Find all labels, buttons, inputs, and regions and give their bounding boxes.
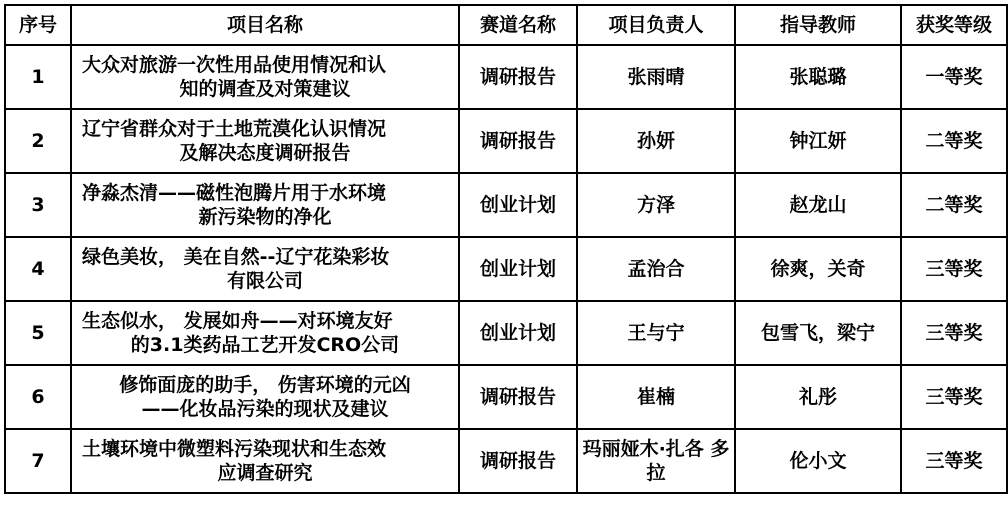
cell-advisor: 徐爽，关奇 <box>735 237 901 301</box>
table-row <box>5 45 1007 109</box>
table-header-row <box>5 5 1007 45</box>
table-row <box>5 237 1007 301</box>
project-name-line-1: 净淼杰清——磁性泡腾片用于水环境 <box>82 181 387 204</box>
leader-line-1: 玛丽娅木·扎各 <box>582 437 704 460</box>
project-name-line-2: 的3.1类药品工艺开发CRO公司 <box>130 334 400 356</box>
column-header-advisor: 指导教师 <box>735 5 901 45</box>
cell-project-name <box>71 109 459 173</box>
column-header-track-name: 赛道名称 <box>459 5 577 45</box>
column-header-award-level: 获奖等级 <box>901 5 1007 45</box>
project-name-line-2: 有限公司 <box>226 270 303 292</box>
cell-track: 调研报告 <box>459 365 577 429</box>
cell-advisor: 赵龙山 <box>735 173 901 237</box>
cell-award-level: 三等奖 <box>901 237 1007 301</box>
table-body <box>5 45 1007 493</box>
table-row <box>5 429 1007 493</box>
project-name-line-1: 生态似水， 发展如舟——对环境友好 <box>82 309 393 332</box>
cell-leader: 孟治合 <box>577 237 735 301</box>
cell-no: 4 <box>5 237 71 301</box>
cell-no: 5 <box>5 301 71 365</box>
cell-project-name <box>71 237 459 301</box>
cell-no: 3 <box>5 173 71 237</box>
cell-advisor: 钟江妍 <box>735 109 901 173</box>
cell-award-level: 三等奖 <box>901 429 1007 493</box>
cell-leader: 方泽 <box>577 173 735 237</box>
cell-track: 创业计划 <box>459 301 577 365</box>
table-header <box>5 5 1007 45</box>
project-name-line-2: ——化妆品污染的现状及建议 <box>141 398 389 420</box>
project-name-line-1: 大众对旅游一次性用品使用情况和认 <box>82 53 387 76</box>
cell-advisor: 张聪璐 <box>735 45 901 109</box>
column-header-project-name: 项目名称 <box>71 5 459 45</box>
cell-no: 2 <box>5 109 71 173</box>
cell-award-level: 二等奖 <box>901 109 1007 173</box>
cell-award-level: 一等奖 <box>901 45 1007 109</box>
project-name-line-1: 辽宁省群众对于土地荒漠化认识情况 <box>82 117 387 140</box>
table-row <box>5 109 1007 173</box>
project-name-line-1: 修饰面庞的助手， 伤害环境的元凶 <box>119 373 411 396</box>
cell-leader: 张雨晴 <box>577 45 735 109</box>
project-name-line-1: 绿色美妆， 美在自然--辽宁花染彩妆 <box>82 245 390 268</box>
cell-track: 调研报告 <box>459 45 577 109</box>
column-header-project-leader: 项目负责人 <box>577 5 735 45</box>
cell-leader: 孙妍 <box>577 109 735 173</box>
cell-advisor: 伦小文 <box>735 429 901 493</box>
column-header-no: 序号 <box>5 5 71 45</box>
cell-award-level: 二等奖 <box>901 173 1007 237</box>
leader-line-2: 多拉 <box>646 437 730 484</box>
award-list-table <box>4 4 1008 494</box>
cell-project-name <box>71 173 459 237</box>
cell-advisor: 礼彤 <box>735 365 901 429</box>
cell-project-name <box>71 45 459 109</box>
cell-project-name <box>71 301 459 365</box>
cell-leader: 崔楠 <box>577 365 735 429</box>
cell-award-level: 三等奖 <box>901 365 1007 429</box>
cell-track: 创业计划 <box>459 237 577 301</box>
project-name-line-2: 应调查研究 <box>217 462 313 484</box>
cell-project-name <box>71 365 459 429</box>
project-name-line-2: 知的调查及对策建议 <box>179 78 351 100</box>
cell-no: 7 <box>5 429 71 493</box>
table-row <box>5 365 1007 429</box>
cell-project-name <box>71 429 459 493</box>
project-name-line-1: 土壤环境中微塑料污染现状和生态效 <box>82 437 387 460</box>
cell-track: 调研报告 <box>459 109 577 173</box>
cell-track: 调研报告 <box>459 429 577 493</box>
cell-no: 6 <box>5 365 71 429</box>
cell-leader <box>577 429 735 493</box>
cell-track: 创业计划 <box>459 173 577 237</box>
cell-leader: 王与宁 <box>577 301 735 365</box>
cell-no: 1 <box>5 45 71 109</box>
table-row <box>5 301 1007 365</box>
cell-award-level: 三等奖 <box>901 301 1007 365</box>
project-name-line-2: 及解决态度调研报告 <box>179 142 351 164</box>
project-name-line-2: 新污染物的净化 <box>198 206 332 228</box>
cell-advisor: 包雪飞，梁宁 <box>735 301 901 365</box>
table-row <box>5 173 1007 237</box>
